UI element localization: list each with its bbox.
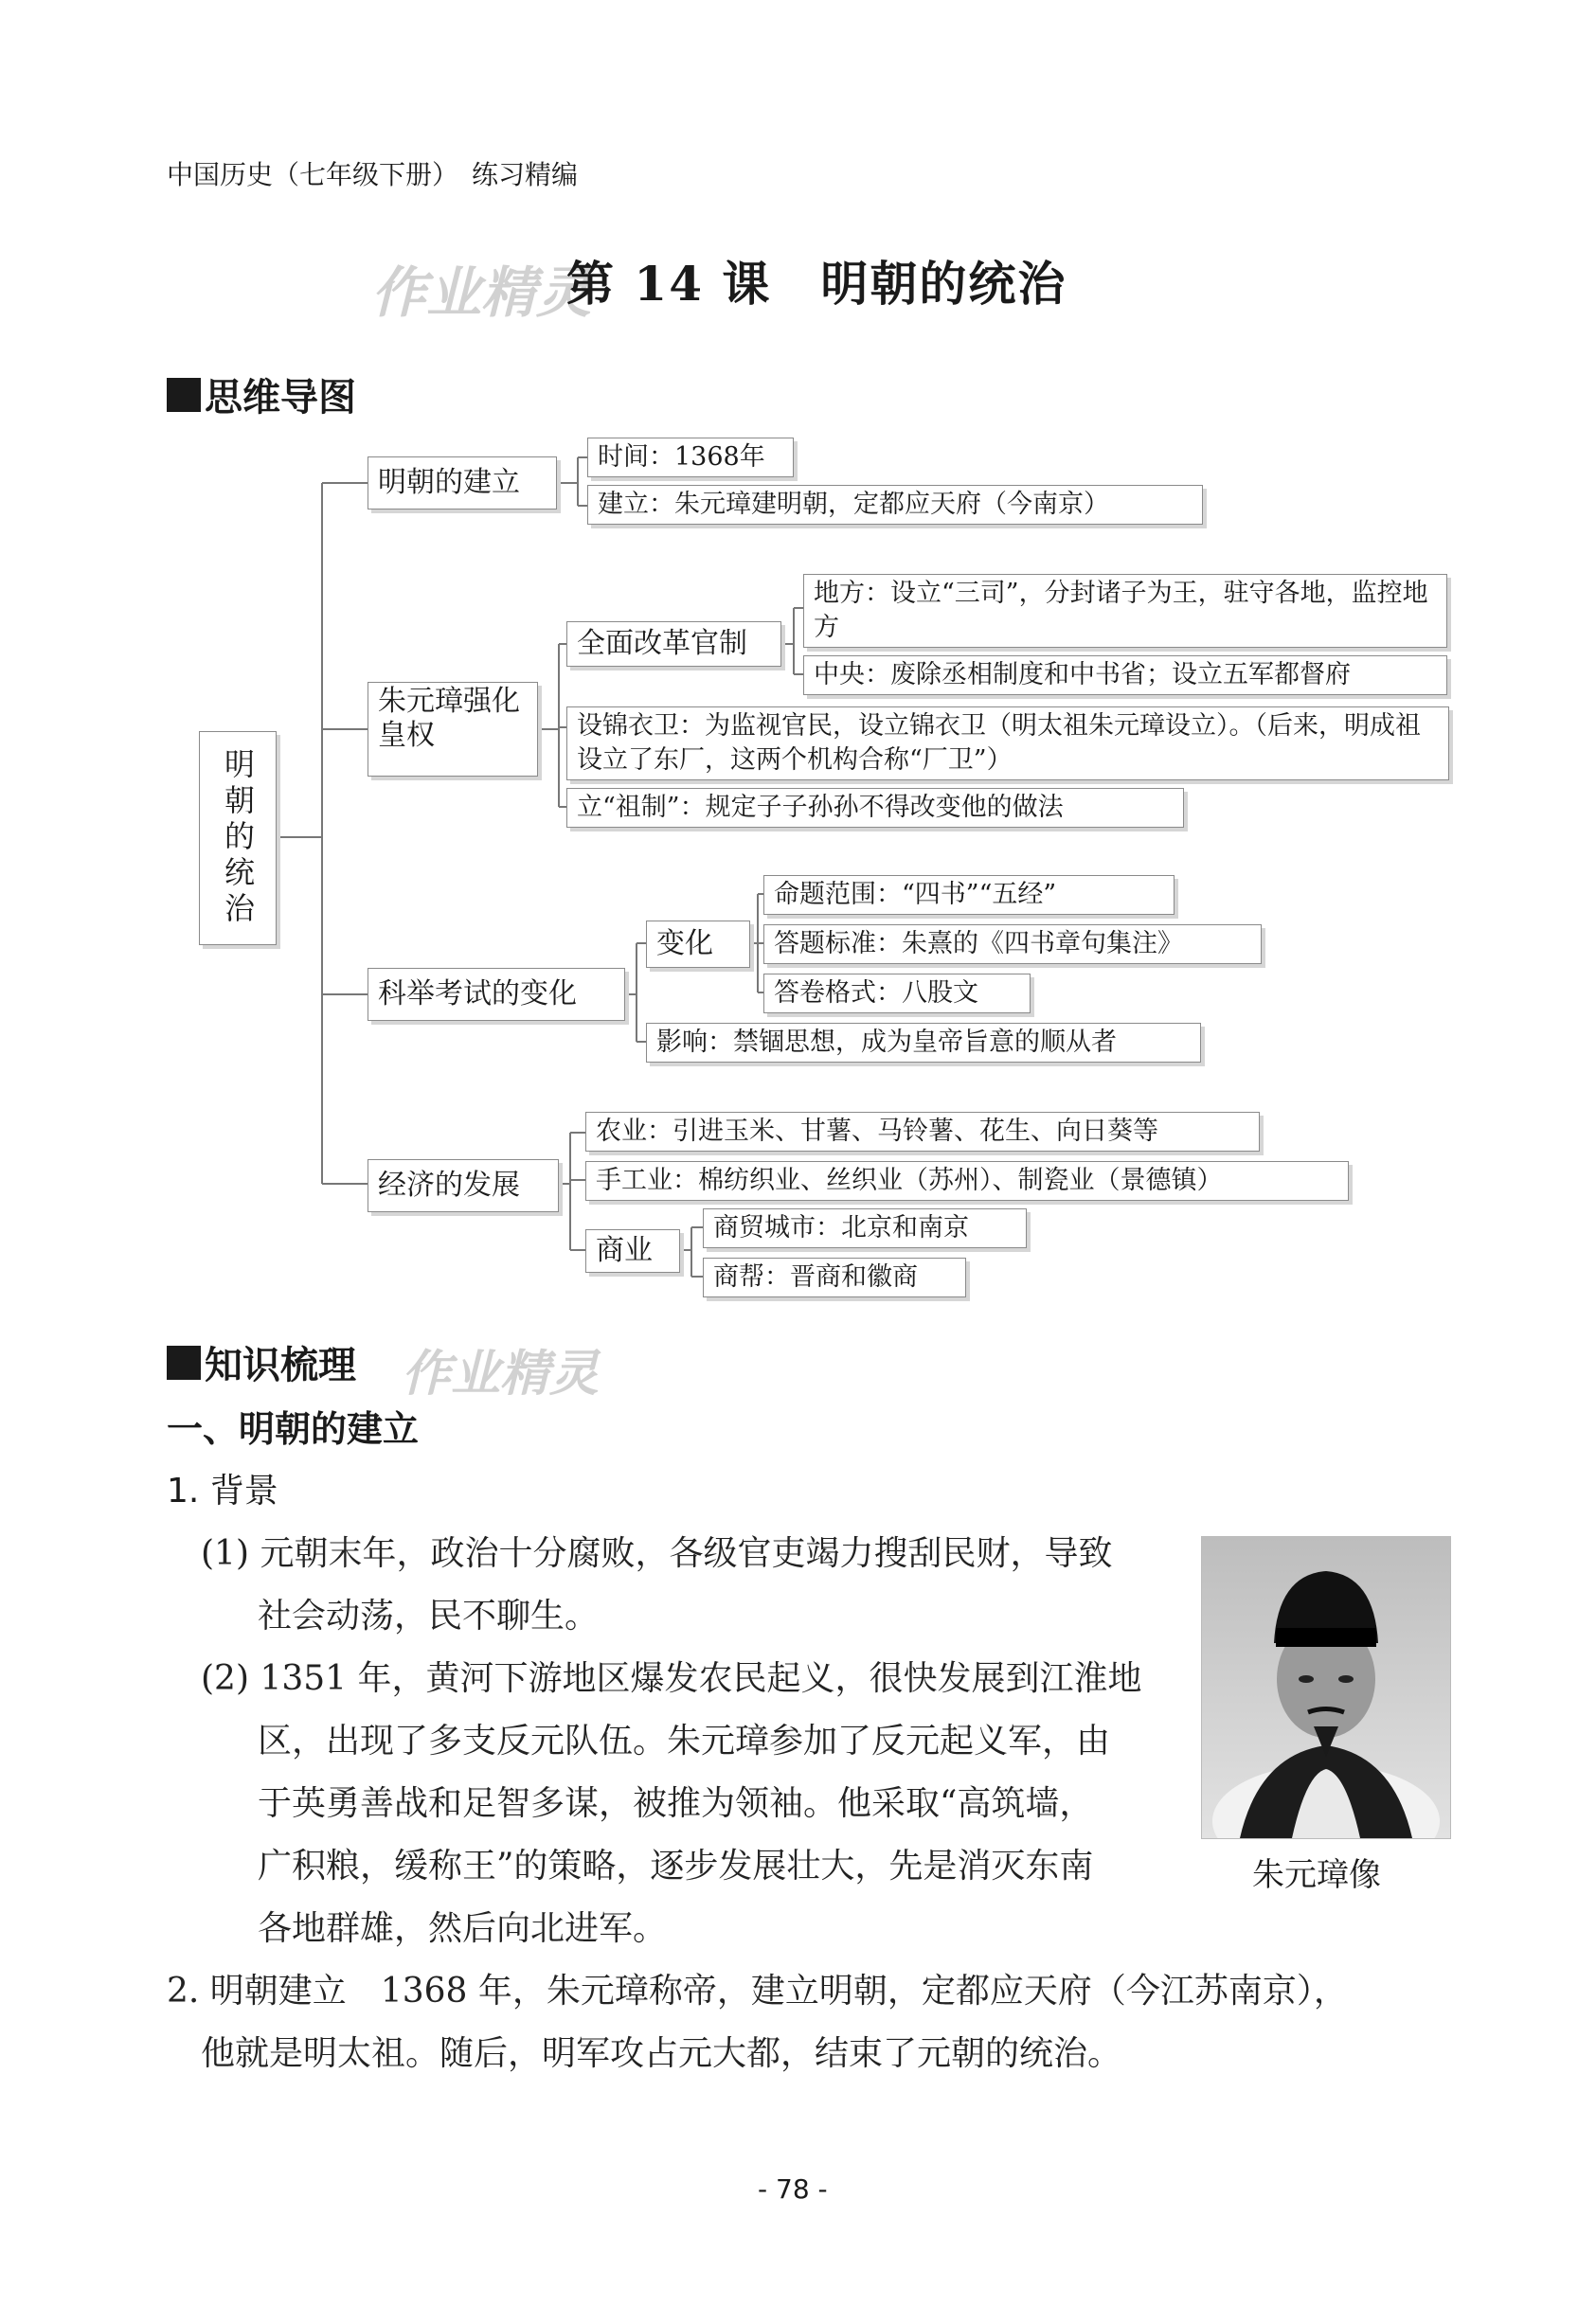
para-3-line: 他就是明太祖。随后，明军攻占元大都，结束了元朝的统治。	[201, 2034, 1122, 2073]
node-reform: 全面改革官制	[566, 621, 781, 667]
portrait-illustration	[1202, 1537, 1450, 1838]
zhu-yuanzhang-portrait	[1201, 1536, 1451, 1839]
watermark-top: 作业精灵	[371, 260, 592, 325]
node-craft: 手工业：棉纺织业、丝织业（苏州）、制瓷业（景德镇）	[585, 1161, 1349, 1201]
node-cities: 商贸城市：北京和南京	[703, 1208, 1027, 1248]
para-3	[167, 1960, 1348, 2085]
page-number: - 78 -	[758, 2173, 828, 2205]
heading-background: 1. 背景	[167, 1472, 278, 1511]
node-guard: 设锦衣卫：为监视官民，设立锦衣卫（明太祖朱元璋设立）。（后来，明成祖设立了东厂，这两个机构合称“厂卫”）	[566, 706, 1449, 780]
section-square-icon	[167, 1346, 201, 1380]
para-2-line: 区，出现了多支反元队伍。朱元璋参加了反元起义军，由	[258, 1722, 1111, 1761]
section-knowledge	[167, 1335, 356, 1389]
lesson-title: 第 14 课 明朝的统治	[566, 256, 1067, 312]
para-1-line: 社会动荡，民不聊生。	[258, 1597, 600, 1636]
node-impact: 影响：禁锢思想，成为皇帝旨意的顺从者	[646, 1023, 1201, 1063]
para-2-line: 于英勇善战和足智多谋，被推为领袖。他采取“高筑墙，	[258, 1784, 1094, 1823]
node-establish: 建立：朱元璋建明朝，定都应天府（今南京）	[587, 485, 1203, 525]
node-central: 中央：废除丞相制度和中书省；设立五军都督府	[803, 655, 1447, 695]
node-merchants: 商帮：晋商和徽商	[703, 1258, 966, 1297]
node-time: 时间：1368年	[587, 438, 794, 477]
branch-economy: 经济的发展	[368, 1159, 559, 1212]
heading-founding: 一、明朝的建立	[167, 1408, 420, 1450]
node-standard: 答题标准：朱熹的《四书章句集注》	[763, 924, 1262, 964]
branch-exam: 科举考试的变化	[368, 968, 625, 1021]
node-zuzhi: 立“祖制”：规定子子孙孙不得改变他的做法	[566, 788, 1184, 828]
para-1-line: (1) 元朝末年，政治十分腐败，各级官吏竭力搜刮民财，导致	[201, 1534, 1113, 1573]
section-mindmap-label: 思维导图	[205, 376, 356, 420]
node-change: 变化	[646, 921, 750, 968]
para-2-line: (2) 1351 年，黄河下游地区爆发农民起义，很快发展到江淮地	[201, 1659, 1142, 1698]
portrait-caption: 朱元璋像	[1252, 1856, 1381, 1894]
node-local: 地方：设立“三司”，分封诸子为王，驻守各地，监控地方	[803, 574, 1447, 648]
para-1	[201, 1523, 1112, 1648]
node-scope: 命题范围：“四书”“五经”	[763, 875, 1175, 915]
watermark-mid: 作业精灵	[402, 1346, 600, 1403]
node-format: 答卷格式：八股文	[763, 974, 1031, 1013]
para-3-line: 2. 明朝建立 1368 年，朱元璋称帝，建立明朝，定都应天府（今江苏南京），	[167, 1972, 1348, 2011]
branch-founding: 明朝的建立	[368, 456, 557, 509]
branch-power: 朱元璋强化皇权	[368, 682, 538, 777]
section-knowledge-label: 知识梳理	[205, 1344, 356, 1387]
book-header: 中国历史（七年级下册） 练习精编	[167, 159, 579, 190]
node-agri: 农业：引进玉米、甘薯、马铃薯、花生、向日葵等	[585, 1112, 1260, 1152]
node-commerce: 商业	[585, 1229, 680, 1273]
para-2-line: 广积粮，缓称王”的策略，逐步发展壮大，先是消灭东南	[258, 1847, 1094, 1886]
para-2	[201, 1648, 1142, 1960]
mindmap-root: 明朝的统治	[199, 731, 277, 945]
para-2-line: 各地群雄，然后向北进军。	[258, 1909, 668, 1948]
